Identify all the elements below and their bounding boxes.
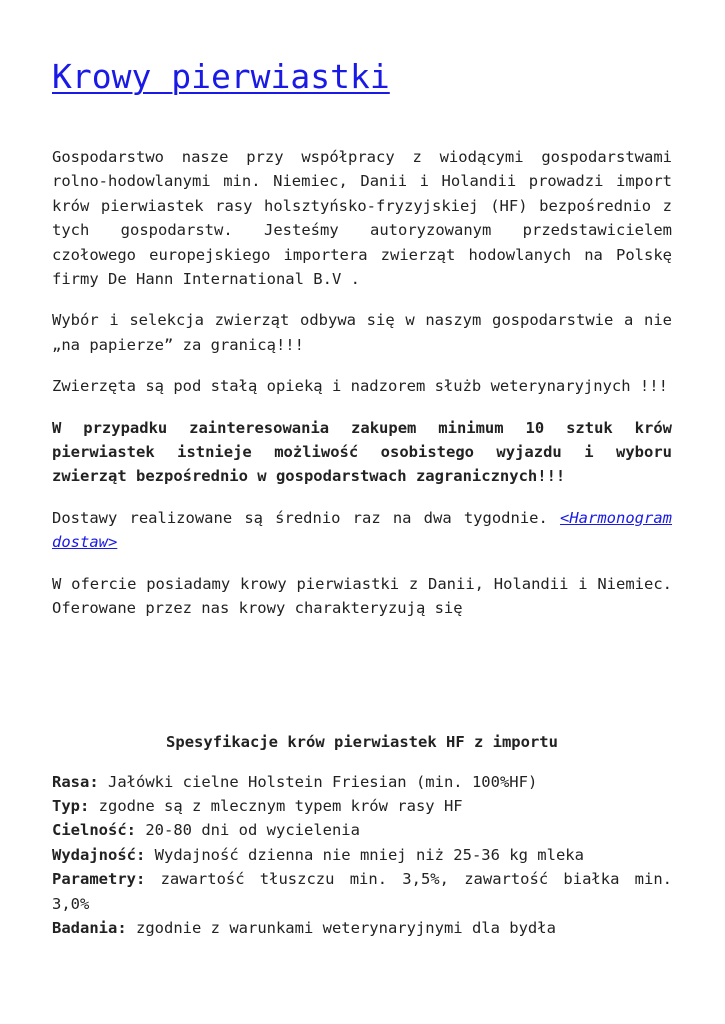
spec-list — [52, 770, 672, 941]
spec-row-parametry — [52, 867, 672, 916]
spec-row-cielnosc — [52, 818, 672, 842]
spec-row-badania — [52, 916, 672, 940]
selection-paragraph: Wybór i selekcja zwierząt odbywa się w naszym gospodarstwie a nie „na papierze” za granicą!!! — [52, 311, 672, 354]
spec-row-wydajnosc — [52, 843, 672, 867]
delivery-text: Dostawy realizowane są średnio raz na dwa tygodnie. — [52, 508, 548, 527]
spacer — [52, 638, 672, 730]
spec-heading: Spesyfikacje krów pierwiastek HF z importu — [166, 732, 558, 751]
schedule-link[interactable]: <Harmonogram dostaw> — [52, 508, 672, 552]
spec-key: Typ: — [52, 796, 90, 815]
title-link[interactable]: Krowy pierwiastki — [52, 57, 390, 96]
spec-value: zawartość tłuszczu min. 3,5%, zawartość białka min. 3,0% — [52, 870, 672, 913]
spec-value: zgodne są z mlecznym typem krów rasy HF — [98, 796, 463, 815]
article — [52, 55, 672, 940]
spec-row-rasa — [52, 770, 672, 794]
spec-key: Badania: — [52, 918, 127, 937]
spec-value: Wydajność dzienna nie mniej niż 25-36 kg mleka — [154, 845, 584, 864]
spec-value: Jałówki cielne Holstein Friesian (min. 100%HF) — [108, 772, 538, 791]
spec-key: Rasa: — [52, 772, 99, 791]
delivery-paragraph — [52, 506, 672, 555]
intro-paragraph: Gospodarstwo nasze przy współpracy z wiodącymi gospodarstwami rolno-hodowlanymi min. Niemiec, Danii i Holandii prowadzi import krów pierwiastek rasy holsztyńsko-fryzyjskiej (HF) bezpośrednio z tych gospodarstw. Jesteśmy autoryzowanym przedstawicielem czołowego europejskiego importera zwierząt hodowlanych na Polskę firmy De Hann International B.V . — [52, 148, 672, 289]
page-title — [52, 55, 672, 99]
spec-value: zgodnie z warunkami weterynaryjnymi dla bydła — [136, 918, 556, 937]
spec-value: 20-80 dni od wycielenia — [145, 821, 360, 840]
offer-paragraph: W ofercie posiadamy krowy pierwiastki z Danii, Holandii i Niemiec. Oferowane przez nas krowy charakteryzują się — [52, 574, 672, 618]
spec-key: Parametry: — [52, 870, 146, 889]
visit-paragraph: W przypadku zainteresowania zakupem minimum 10 sztuk krów pierwiastek istnieje możliwość osobistego wyjazdu i wyboru zwierząt bezpośrednio w gospodarstwach zagranicznych!!! — [52, 418, 672, 486]
spec-key: Cielność: — [52, 821, 136, 840]
spec-key: Wydajność: — [52, 845, 146, 864]
veterinary-paragraph: Zwierzęta są pod stałą opieką i nadzorem służb weterynaryjnych !!! — [52, 377, 668, 396]
spec-row-typ — [52, 794, 672, 818]
